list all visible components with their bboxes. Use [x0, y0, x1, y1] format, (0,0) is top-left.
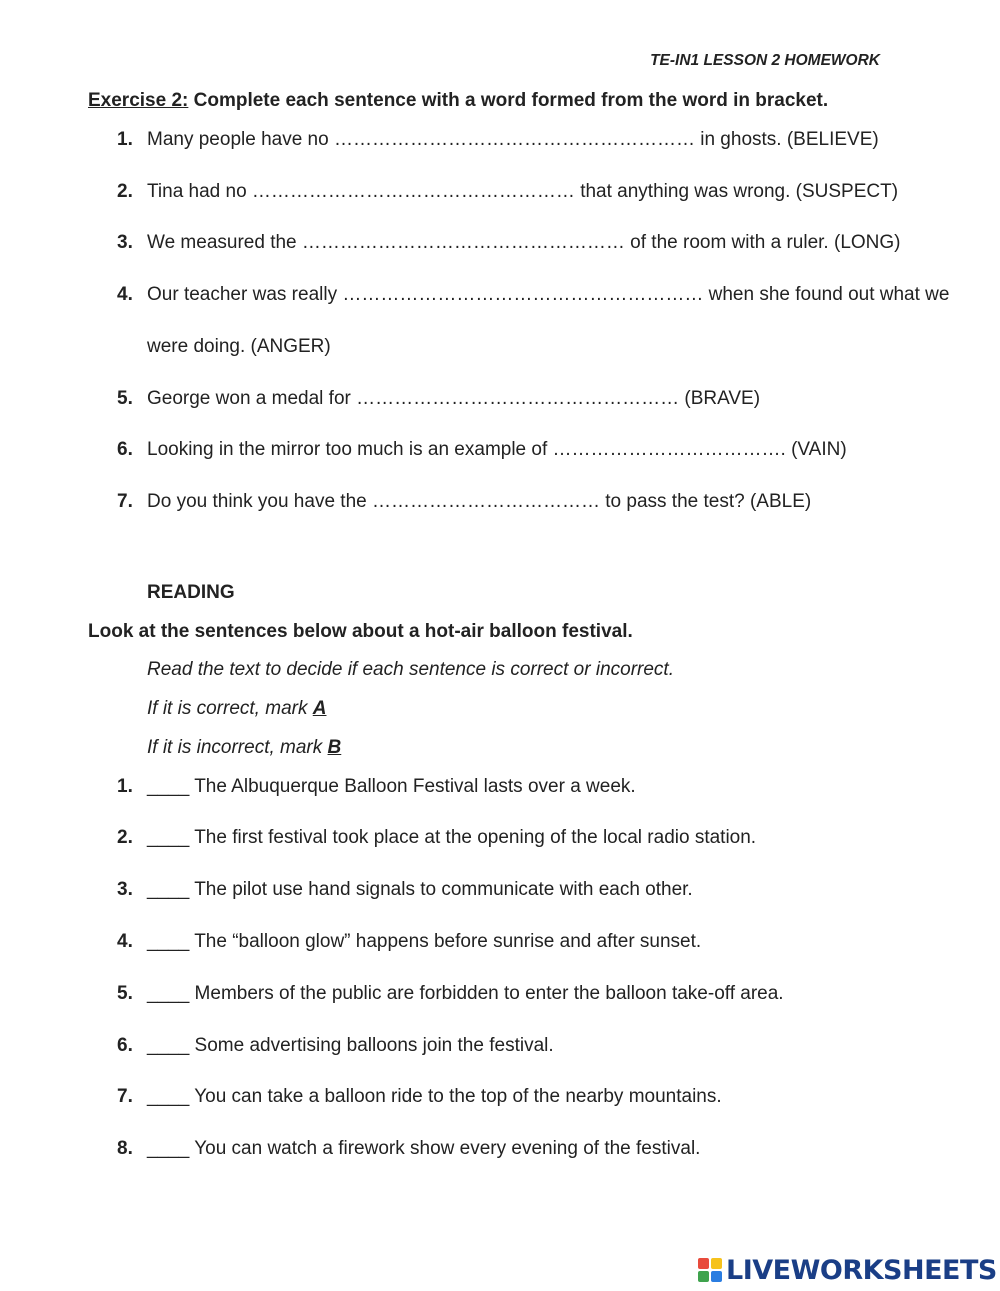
logo-block: [698, 1258, 709, 1269]
reading-item-text: ____ You can take a balloon ride to the top of the nearby mountains.: [147, 1086, 722, 1107]
reading-item-number: 2.: [117, 827, 133, 848]
logo-block: [711, 1271, 722, 1282]
mark-a: A: [312, 698, 327, 719]
exercise-item-text: Our teacher was really ………………………………………………… when she found out what we: [147, 284, 950, 305]
reading-item-text: ____ Members of the public are forbidden to enter the balloon take-off area.: [147, 983, 784, 1004]
exercise-item-text: Do you think you have the ……………………………… to pass the test? (ABLE): [147, 491, 812, 512]
reading-item-text: ____ You can watch a firework show every evening of the festival.: [147, 1138, 701, 1159]
exercise-item-text: Tina had no …………………………………………… that anything was wrong. (SUSPECT): [147, 181, 899, 202]
exercise-item-text: George won a medal for …………………………………………… (BRAVE): [147, 388, 761, 409]
reading-item-text: ____ The Albuquerque Balloon Festival lasts over a week.: [147, 776, 636, 797]
exercise-instruction: Complete each sentence with a word formed from the word in bracket.: [188, 90, 829, 111]
reading-item-text: ____ The pilot use hand signals to communicate with each other.: [147, 879, 693, 900]
exercise-label: Exercise 2:: [88, 90, 189, 111]
reading-instruction-incorrect: [147, 737, 341, 759]
reading-heading: READING: [147, 582, 235, 603]
logo-blocks-icon: [698, 1258, 722, 1282]
exercise-item-text: We measured the …………………………………………… of the room with a ruler. (LONG): [147, 232, 901, 253]
instruction-incorrect-text: If it is incorrect, mark: [147, 737, 328, 758]
exercise-item-number: 5.: [117, 388, 133, 409]
reading-item-number: 3.: [117, 879, 133, 900]
worksheet-header: TE-IN1 LESSON 2 HOMEWORK: [650, 52, 880, 69]
reading-instruction: Read the text to decide if each sentence is correct or incorrect.: [147, 659, 674, 680]
logo-text: LIVEWORKSHEETS: [726, 1254, 997, 1286]
reading-item-number: 7.: [117, 1086, 133, 1107]
exercise-item-number: 1.: [117, 129, 133, 150]
reading-item-number: 5.: [117, 983, 133, 1004]
reading-intro: Look at the sentences below about a hot-air balloon festival.: [88, 621, 633, 642]
exercise-item-number: 3.: [117, 232, 133, 253]
exercise-item-number: 4.: [117, 284, 133, 305]
reading-item-number: 6.: [117, 1035, 133, 1056]
logo-block: [711, 1258, 722, 1269]
reading-item-text: ____ The “balloon glow” happens before sunrise and after sunset.: [147, 931, 702, 952]
instruction-correct-text: If it is correct, mark: [147, 698, 313, 719]
reading-item-number: 4.: [117, 931, 133, 952]
reading-instruction-correct: [147, 698, 326, 720]
liveworksheets-logo[interactable]: [698, 1254, 997, 1286]
reading-item-text: ____ Some advertising balloons join the festival.: [147, 1035, 554, 1056]
reading-item-number: 8.: [117, 1138, 133, 1159]
reading-item-text: ____ The first festival took place at the opening of the local radio station.: [147, 827, 757, 848]
exercise-item-number: 7.: [117, 491, 133, 512]
exercise-item-number: 2.: [117, 181, 133, 202]
exercise-item-text: Looking in the mirror too much is an example of ………………………………. (VAIN): [147, 439, 847, 460]
mark-b: B: [327, 737, 342, 758]
exercise-item-continuation: were doing. (ANGER): [147, 336, 331, 357]
exercise-item-text: Many people have no ………………………………………………… in ghosts. (BELIEVE): [147, 129, 879, 150]
exercise-item-number: 6.: [117, 439, 133, 460]
reading-item-number: 1.: [117, 776, 133, 797]
logo-block: [698, 1271, 709, 1282]
exercise-title: [88, 90, 828, 112]
